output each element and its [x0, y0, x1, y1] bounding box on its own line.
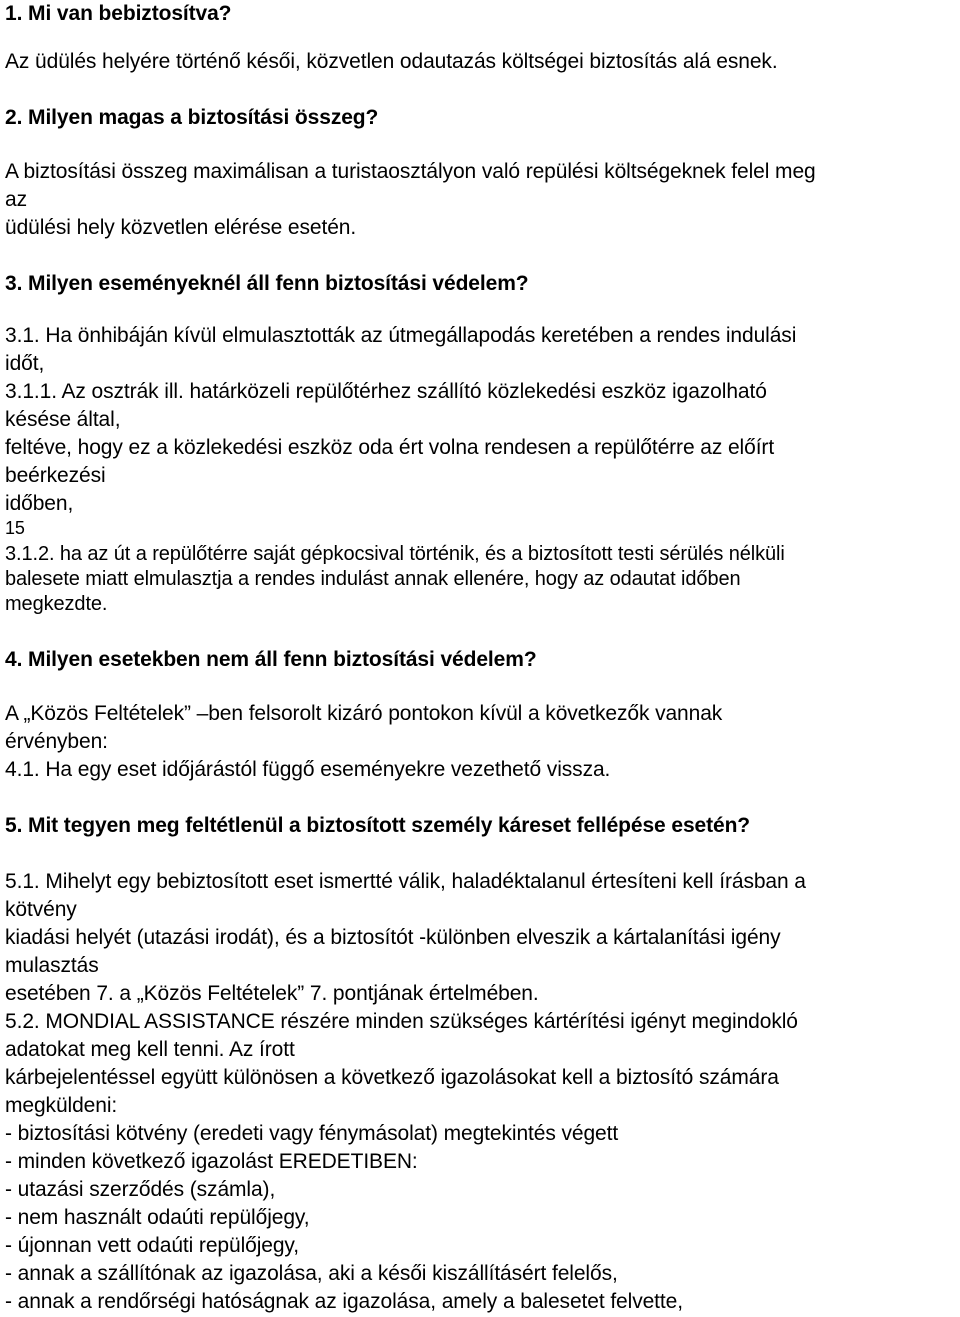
list-item: - újonnan vett odaúti repülőjegy,	[5, 1234, 300, 1257]
section-3-line: késése által,	[5, 408, 121, 431]
list-item: - utazási szerződés (számla),	[5, 1178, 276, 1201]
section-3-small-line: 3.1.2. ha az út a repülőtérre saját gépkocsival történik, és a biztosított testi sérülés nélküli	[5, 543, 785, 565]
section-2-heading: 2. Milyen magas a biztosítási összeg?	[5, 106, 379, 129]
section-2-line: A biztosítási összeg maximálisan a turistaosztályon való repülési költségeknek felel meg	[5, 160, 816, 183]
list-item: - minden következő igazolást EREDETIBEN:	[5, 1150, 418, 1173]
page-number: 15	[5, 518, 25, 538]
section-3-line: időt,	[5, 352, 45, 375]
section-3-line: feltéve, hogy ez a közlekedési eszköz oda ért volna rendesen a repülőtérre az előírt	[5, 436, 775, 459]
list-item: - nem használt odaúti repülőjegy,	[5, 1206, 310, 1229]
section-3-line: időben,	[5, 492, 74, 515]
section-4-heading: 4. Milyen esetekben nem áll fenn biztosítási védelem?	[5, 648, 537, 671]
section-5-line: 5.2. MONDIAL ASSISTANCE részére minden szükséges kártérítési igényt megindokló	[5, 1010, 798, 1033]
list-item: - annak a rendőrségi hatóságnak az igazolása, amely a balesetet felvette,	[5, 1290, 683, 1313]
section-4-line: érvényben:	[5, 730, 108, 753]
section-4-line: 4.1. Ha egy eset időjárástól függő eseményekre vezethető vissza.	[5, 758, 611, 781]
section-5-line: adatokat meg kell tenni. Az írott	[5, 1038, 295, 1061]
section-3-small-line: megkezdte.	[5, 593, 108, 615]
section-5-heading: 5. Mit tegyen meg feltétlenül a biztosított személy káreset fellépése esetén?	[5, 814, 751, 837]
section-5-line: 5.1. Mihelyt egy bebiztosított eset ismertté válik, haladéktalanul értesíteni kell írásban a	[5, 870, 806, 893]
section-3-line: 3.1.1. Az osztrák ill. határközeli repülőtérhez szállító közlekedési eszköz igazolható	[5, 380, 767, 403]
section-5-line: kárbejelentéssel együtt különösen a következő igazolásokat kell a biztosító számára	[5, 1066, 779, 1089]
section-2-line: üdülési hely közvetlen elérése esetén.	[5, 216, 357, 239]
list-item: - annak a szállítónak az igazolása, aki a késői kiszállításért felelős,	[5, 1262, 618, 1285]
section-4-line: A „Közös Feltételek” –ben felsorolt kizáró pontokon kívül a következők vannak	[5, 702, 723, 725]
section-5-line: mulasztás	[5, 954, 99, 977]
section-5-line: kiadási helyét (utazási irodát), és a biztosítót -különben elveszik a kártalanítási igény	[5, 926, 781, 949]
section-3-small-line: balesete miatt elmulasztja a rendes indulást annak ellenére, hogy az odautat időben	[5, 568, 741, 590]
section-1-heading: 1. Mi van bebiztosítva?	[5, 2, 232, 25]
section-1-text: Az üdülés helyére történő késői, közvetlen odautazás költségei biztosítás alá esnek.	[5, 50, 778, 73]
section-5-line: kötvény	[5, 898, 77, 921]
section-3-line: beérkezési	[5, 464, 106, 487]
section-2-line: az	[5, 188, 27, 211]
section-3-heading: 3. Milyen eseményeknél áll fenn biztosítási védelem?	[5, 272, 529, 295]
section-5-line: megküldeni:	[5, 1094, 118, 1117]
section-3-line: 3.1. Ha önhibáján kívül elmulasztották az útmegállapodás keretében a rendes indulási	[5, 324, 797, 347]
list-item: - biztosítási kötvény (eredeti vagy fénymásolat) megtekintés végett	[5, 1122, 619, 1145]
section-5-line: esetében 7. a „Közös Feltételek” 7. pontjának értelmében.	[5, 982, 539, 1005]
